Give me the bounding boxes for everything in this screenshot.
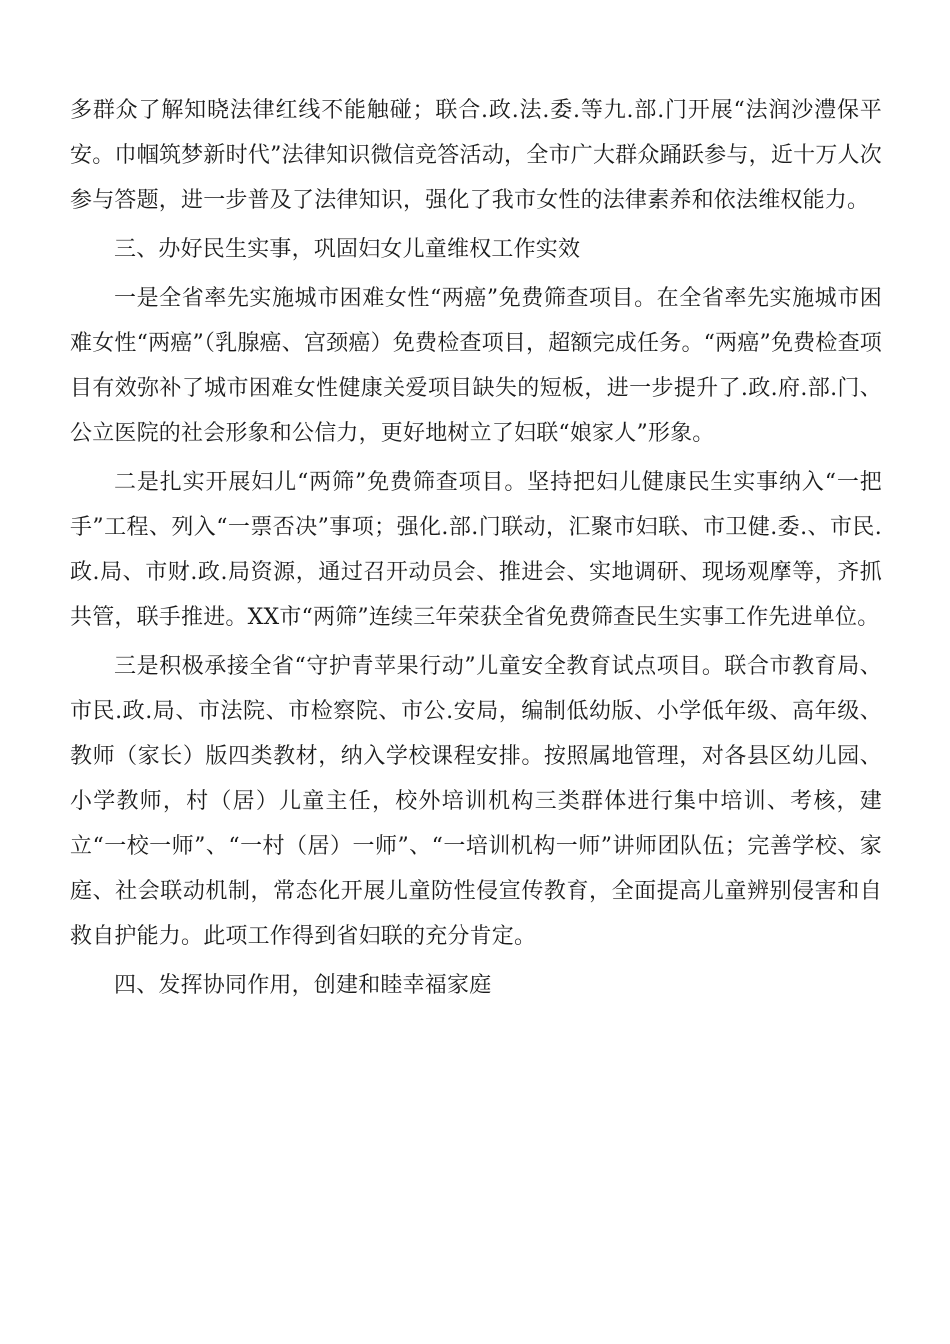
- paragraph-4: 三是积极承接全省“守护青苹果行动”儿童安全教育试点项目。联合市教育局、市民.政.局、市法院、市检察院、市公.安局，编制低幼版、小学低年级、高年级、教师（家长）版四类教材，纳入学校课程安排。按照属地管理，对各县区幼儿园、小学教师，村（居）儿童主任，校外培训机构三类群体进行集中培训、考核，建立“一校一师”、“一村（居）一师”、“一培训机构一师”讲师团队伍；完善学校、家庭、社会联动机制，常态化开展儿童防性侵宣传教育，全面提高儿童辨别侵害和自救自护能力。此项工作得到省妇联的充分肯定。: [70, 654, 882, 949]
- document-page: [70, 88, 882, 1008]
- section-heading-4: 四、发挥协同作用，创建和睦幸福家庭: [114, 973, 492, 998]
- paragraph-1: 多群众了解知晓法律红线不能触碰；联合.政.法.委.等九.部.门开展“法润沙澧保平安。巾帼筑梦新时代”法律知识微信竞答活动，全市广大群众踊跃参与，近十万人次参与答题，进一步普及了法律知识，强化了我市女性的法律素养和依法维权能力。: [70, 98, 882, 213]
- section-heading-3: 三、办好民生实事，巩固妇女儿童维权工作实效: [114, 237, 581, 262]
- paragraph-3: 二是扎实开展妇儿“两筛”免费筛查项目。坚持把妇儿健康民生实事纳入“一把手”工程、列入“一票否决”事项；强化.部.门联动，汇聚市妇联、市卫健.委.、市民.政.局、市财.政.局资源，通过召开动员会、推进会、实地调研、现场观摩等，齐抓共管，联手推进。XX市“两筛”连续三年荣获全省免费筛查民生实事工作先进单位。: [70, 470, 882, 630]
- paragraph-2: 一是全省率先实施城市困难女性“两癌”免费筛查项目。在全省率先实施城市困难女性“两癌”（乳腺癌、宫颈癌）免费检查项目，超额完成任务。“两癌”免费检查项目有效弥补了城市困难女性健康关爱项目缺失的短板，进一步提升了.政.府.部.门、公立医院的社会形象和公信力，更好地树立了妇联“娘家人”形象。: [70, 286, 882, 446]
